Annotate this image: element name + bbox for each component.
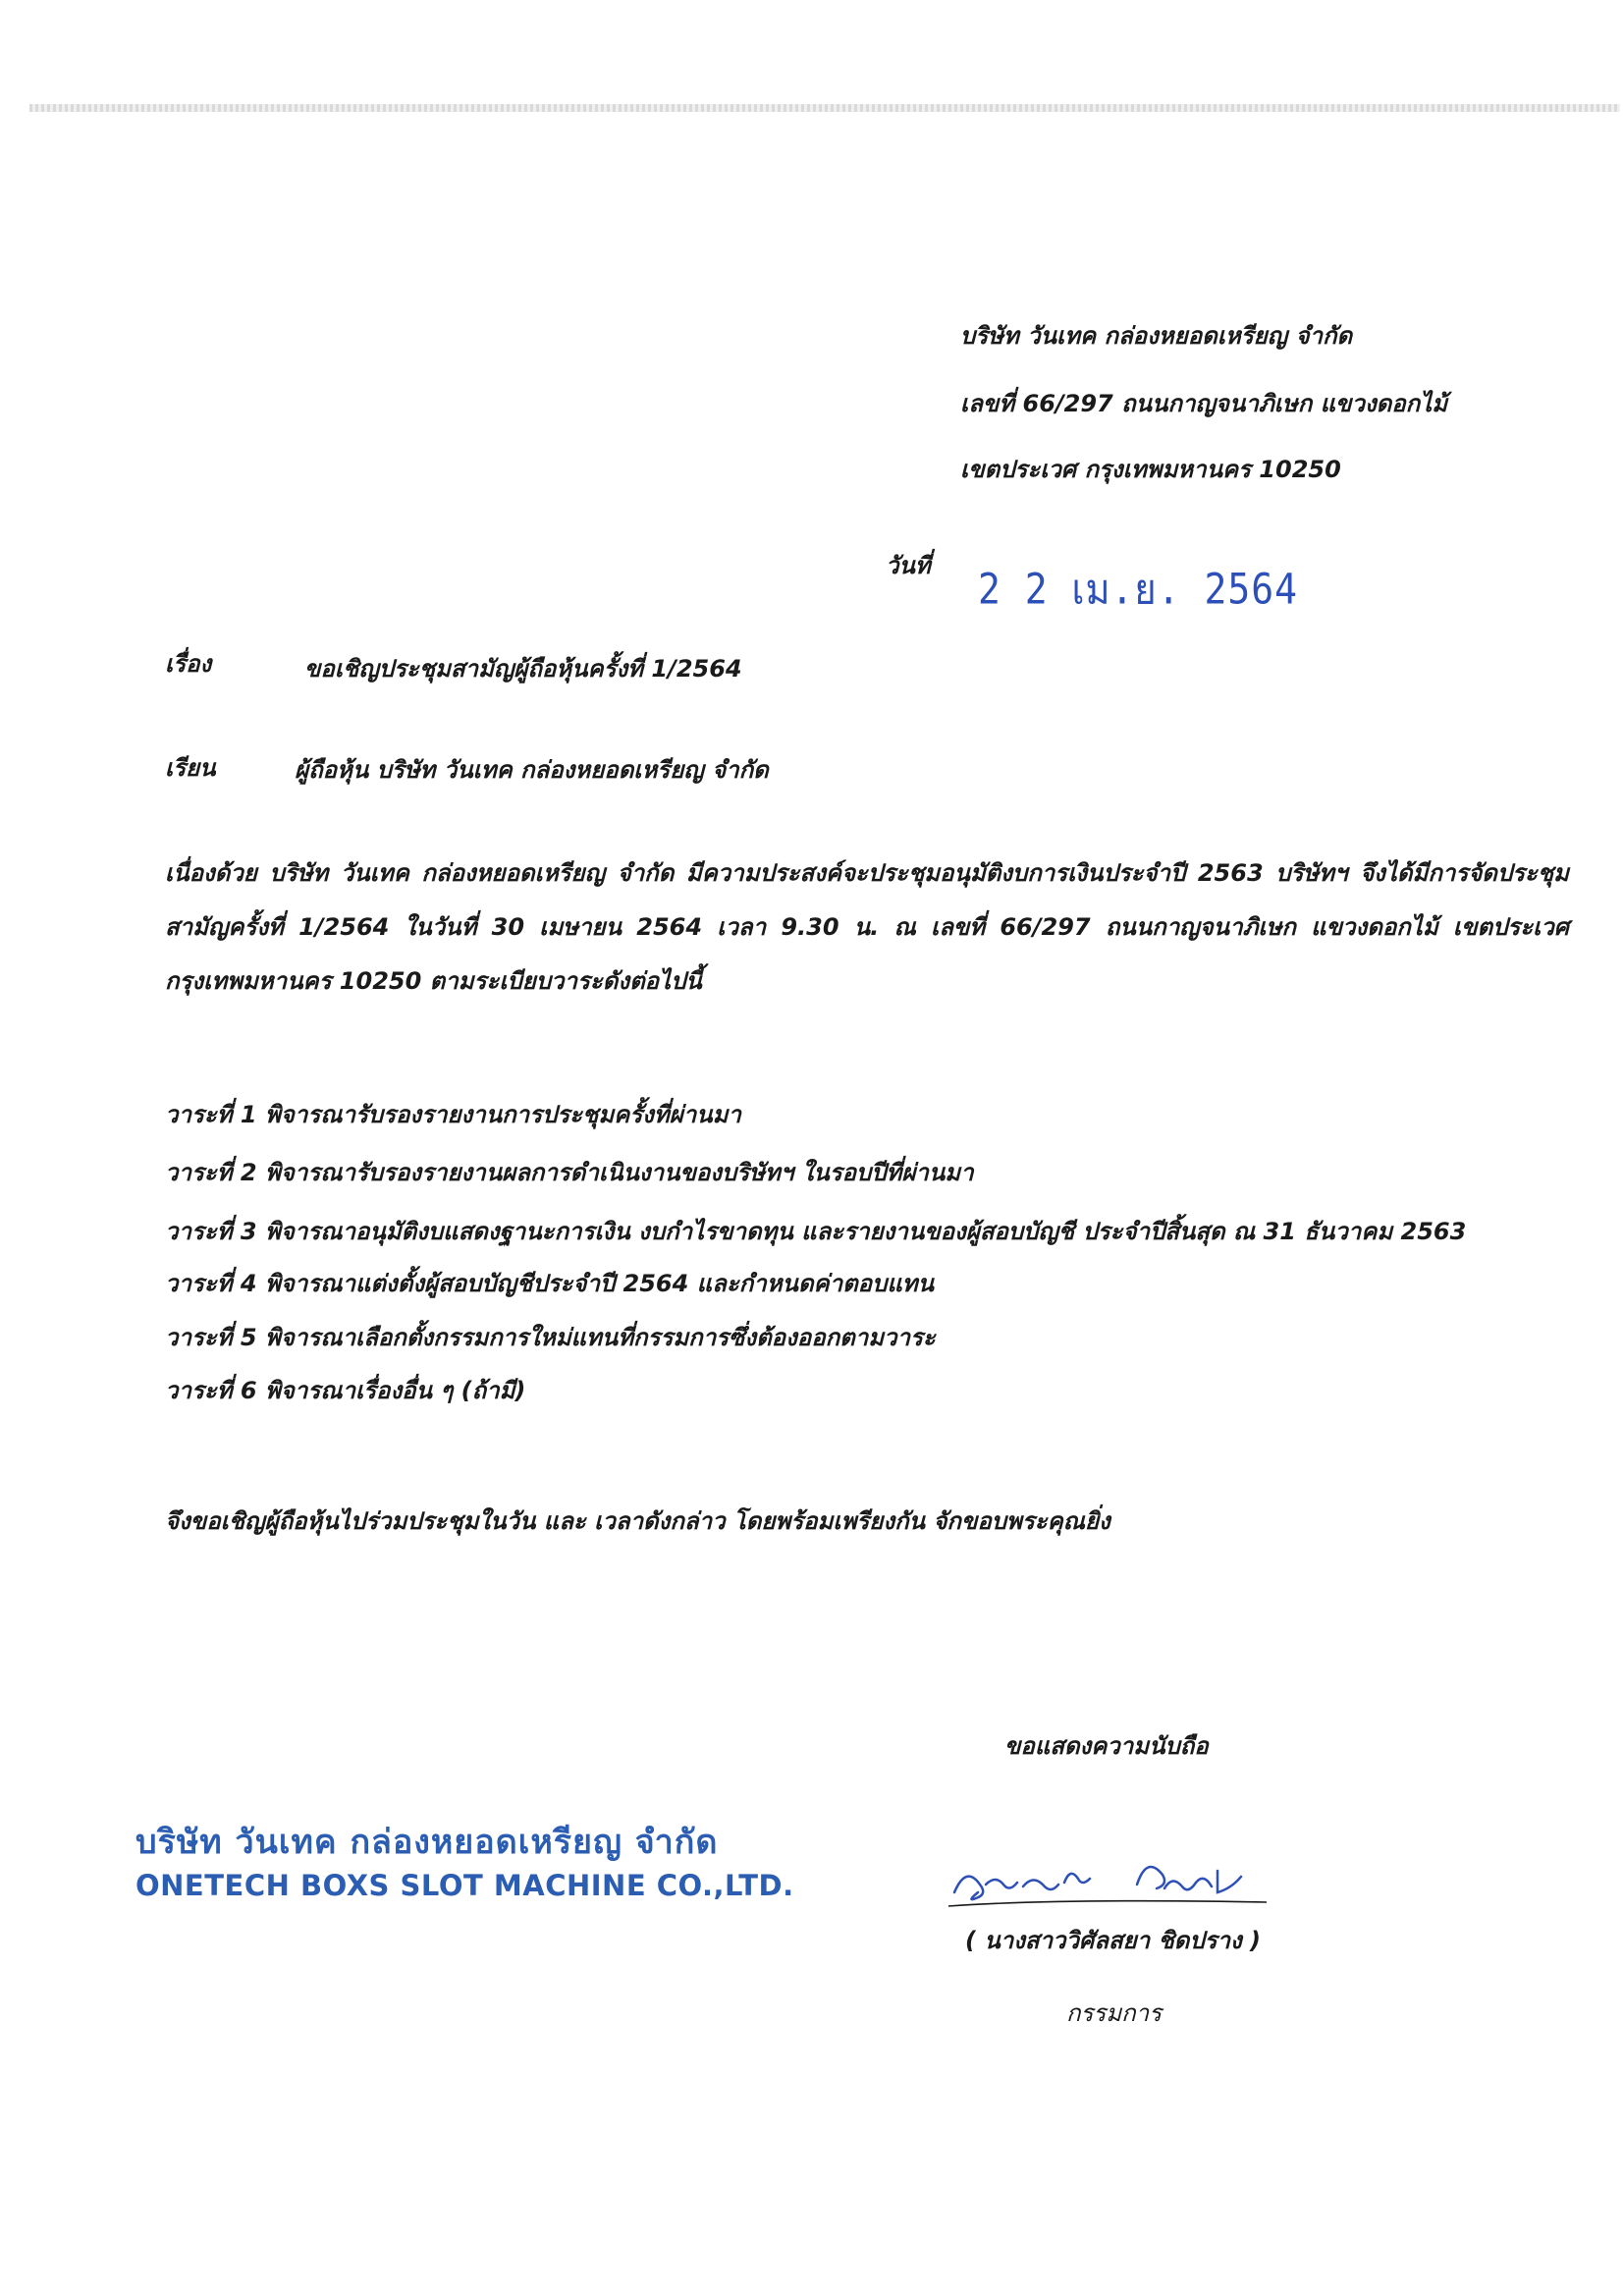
agenda-item-5: วาระที่ 5 พิจารณาเลือกตั้งกรรมการใหม่แทนที่กรรมการซึ่งต้องออกตามวาระ: [165, 1324, 936, 1351]
sender-address-line1: เลขที่ 66/297 ถนนกาญจนาภิเษก แขวงดอกไม้: [960, 390, 1448, 417]
agenda-item-4: วาระที่ 4 พิจารณาแต่งตั้งผู้สอบบัญชีประจำปี 2564 และกำหนดค่าตอบแทน: [165, 1270, 935, 1297]
company-seal-thai: บริษัท วันเทค กล่องหยอดเหรียญ จำกัด: [135, 1823, 719, 1862]
company-seal-english: ONETECH BOXS SLOT MACHINE CO.,LTD.: [135, 1869, 794, 1902]
signatory-title: กรรมการ: [1066, 1999, 1163, 2027]
to-text: ผู้ถือหุ้น บริษัท วันเทค กล่องหยอดเหรียญ จำกัด: [295, 756, 769, 784]
agenda-item-3: วาระที่ 3 พิจารณาอนุมัติงบแสดงฐานะการเงิน งบกำไรขาดทุน และรายงานของผู้สอบบัญชี ประจำปีสิ้นสุด ณ 31 ธันวาคม 2563: [165, 1218, 1467, 1245]
signatory-name: ( นางสาววิศัลสยา ชิดปราง ): [965, 1927, 1262, 1954]
agenda-item-2: วาระที่ 2 พิจารณารับรองรายงานผลการดำเนินงานของบริษัทฯ ในรอบปีที่ผ่านมา: [165, 1159, 974, 1186]
subject-label: เรื่อง: [165, 650, 212, 678]
agenda-item-6: วาระที่ 6 พิจารณาเรื่องอื่น ๆ (ถ้ามี): [165, 1377, 526, 1404]
agenda-item-1: วาระที่ 1 พิจารณารับรองรายงานการประชุมครั้งที่ผ่านมา: [165, 1101, 741, 1128]
to-label: เรียน: [165, 754, 216, 782]
closing-invite: จึงขอเชิญผู้ถือหุ้นไปร่วมประชุมในวัน และ เวลาดังกล่าว โดยพร้อมเพรียงกัน จักขอบพระคุณยิ่ง: [165, 1507, 1110, 1535]
sender-company: บริษัท วันเทค กล่องหยอดเหรียญ จำกัด: [960, 322, 1353, 350]
sender-address-line2: เขตประเวศ กรุงเทพมหานคร 10250: [960, 456, 1341, 483]
date-label: วันที่: [886, 552, 931, 579]
signature-scribble: [943, 1841, 1296, 1920]
subject-text: ขอเชิญประชุมสามัญผู้ถือหุ้นครั้งที่ 1/2564: [304, 655, 742, 683]
closing-salutation: ขอแสดงความนับถือ: [1004, 1732, 1209, 1760]
date-stamp: 2 2 เม.ย. 2564: [978, 565, 1298, 614]
body-paragraph: เนื่องด้วย บริษัท วันเทค กล่องหยอดเหรียญ จำกัด มีความประสงค์จะประชุมอนุมัติงบการเงินประจำปี 2563 บริษัทฯ จึงได้มีการจัดประชุมสามัญครั้งที่ 1/2564 ในวันที่ 30 เมษายน 2564 เวลา 9.30 น. ณ เลขที่ 66/297 ถนนกาญจนาภิเษก แขวงดอกไม้ เขตประเวศ กรุงเทพมหานคร 10250 ตามระเบียบวาระดังต่อไปนี้: [165, 859, 1569, 995]
scan-top-border: [29, 104, 1620, 112]
